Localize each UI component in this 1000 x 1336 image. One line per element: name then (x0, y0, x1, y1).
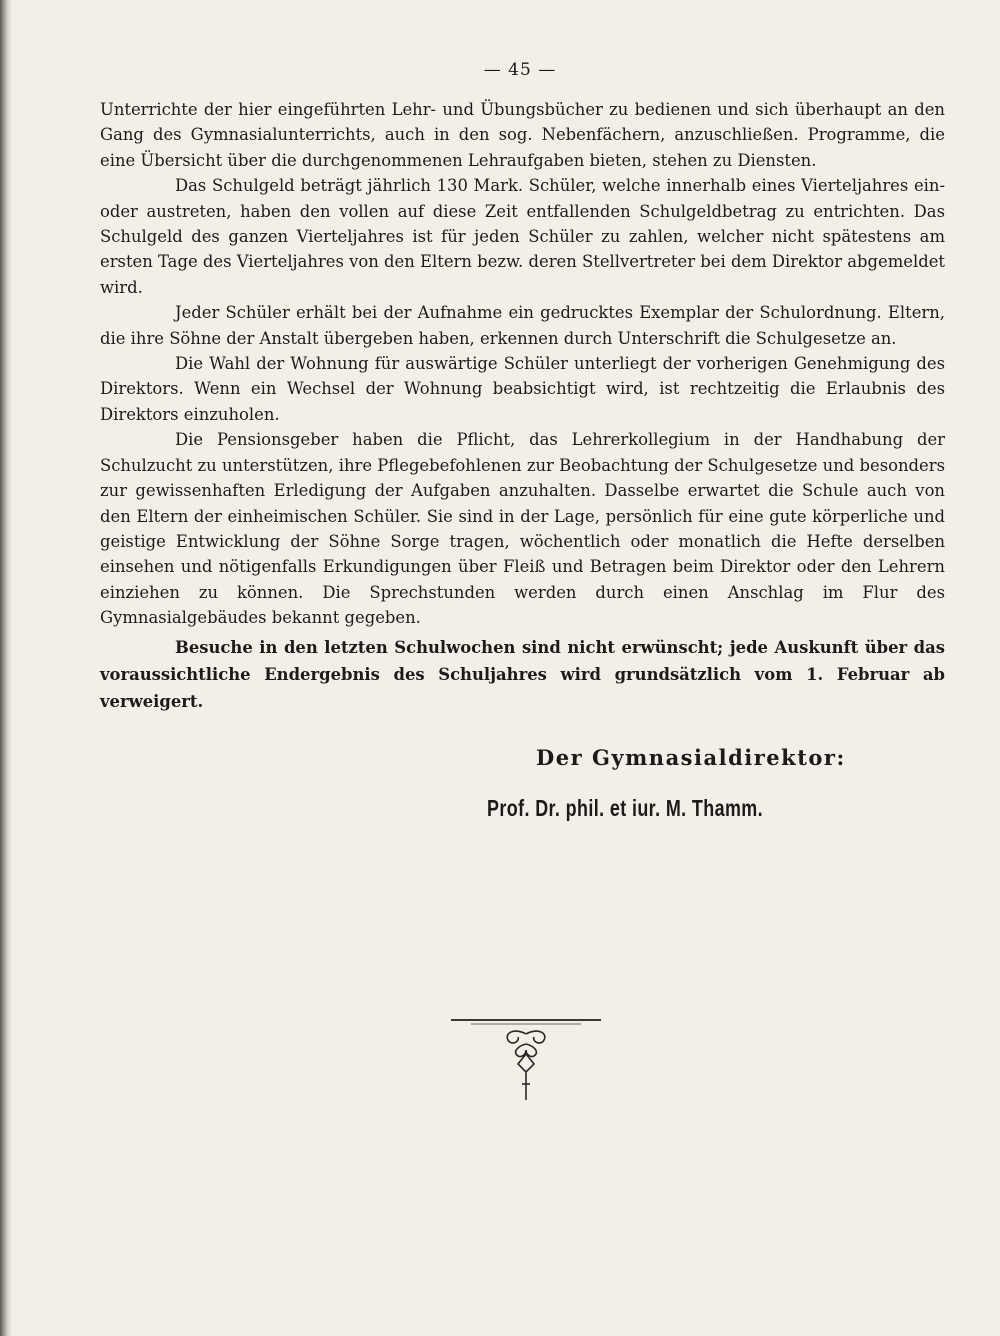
page-number: — 45 — (483, 60, 557, 80)
paragraph-5: Die Pensionsgeber haben die Pflicht, das Lehrerkollegium in der Handhabung der Schulzucht zu unterstützen, ihre Pflegebefohlenen zur Beobachtung der Schulgesetze und besonders zur gewissenhaften Erledigung der Aufgaben anzuhalten. Dasselbe erwartet die Schule auch von den Eltern der einheimischen Schüler. Sie sind in der Lage, persönlich für eine gute körperliche und geistige Entwicklung der Söhne Sorge tragen, wöchentlich oder monatlich die Hefte derselben einsehen und nötigenfalls Erkundigungen über Fleiß und Betragen beim Direktor oder den Lehrern einziehen zu können. Die Sprechstunden werden durch einen Anschlag im Flur des Gymnasialgebäudes bekannt gegeben. (100, 430, 945, 628)
paragraph-2: Das Schulgeld beträgt jährlich 130 Mark. Schüler, welche innerhalb eines Vierteljahres ein- oder austreten, haben den vollen auf diese Zeit entfallenden Schulgeldbetrag zu entrichten. Das Schulgeld des ganzen Vierteljahres ist für jeden Schüler zu zahlen, welcher nicht spätestens am ersten Tage des Vierteljahres von den Eltern bezw. deren Stellvertreter bei dem Direktor abgemeldet wird. (100, 176, 945, 297)
ornament-icon (446, 1014, 606, 1104)
ornament-flourish (507, 1031, 545, 1100)
signature-title: Der Gymnasialdirektor: (536, 745, 846, 770)
body-text (100, 97, 945, 631)
paragraph-1: Unterrichte der hier eingeführten Lehr- und Übungsbücher zu bedienen und sich überhaupt an den Gang des Gymnasialunterrichts, auch in den sog. Nebenfächern, anzuschließen. Programme, die eine Übersicht über die durchgenommenen Lehraufgaben bieten, stehen zu Diensten. (100, 100, 945, 170)
paragraph-4: Die Wahl der Wohnung für auswärtige Schüler unterliegt der vorherigen Genehmigung des Direktors. Wenn ein Wechsel der Wohnung beabsichtigt wird, ist rechtzeitig die Erlaubnis des Direktors einzuholen. (100, 354, 945, 424)
scan-edge (0, 0, 12, 1336)
paragraph-3: Jeder Schüler erhält bei der Aufnahme ein gedrucktes Exemplar der Schulordnung. Eltern, die ihre Söhne der Anstalt übergeben haben, erkennen durch Unterschrift die Schulgesetze an. (100, 303, 945, 348)
signature-name: Prof. Dr. phil. et iur. M. Thamm. (487, 795, 764, 821)
notice-paragraph: Besuche in den letzten Schulwochen sind nicht erwünscht; jede Auskunft über das voraussichtliche Endergebnis des Schuljahres wird grundsätzlich vom 1. Februar ab verweigert. (100, 638, 945, 711)
